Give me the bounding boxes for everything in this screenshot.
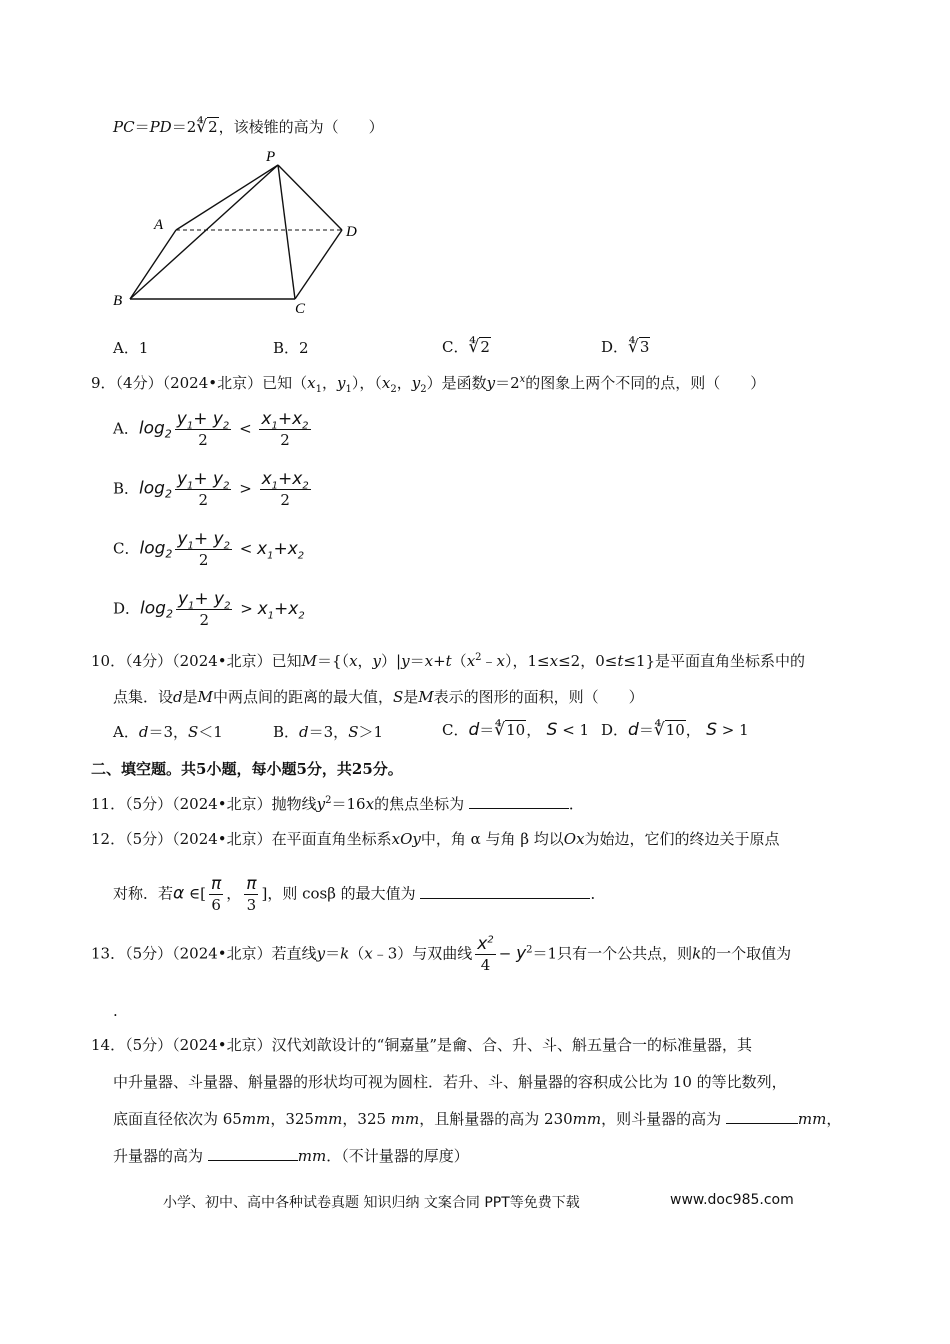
- q10-line2: 点集．设d是M中两点间的距离的最大值，S是M表示的图形的面积，则（ ）: [113, 688, 644, 706]
- q12-line1: 12．（5分）（2024•北京）在平面直角坐标系xOy中，角 α 与角 β 均以Ox为始边，它们的终边关于原点: [91, 830, 780, 848]
- q13-line2: .: [113, 1002, 118, 1020]
- label-C: C: [295, 301, 306, 317]
- q13-line1: 13．（5分）（2024•北京）若直线y＝k（x﹣3）与双曲线 $\frac{x^2}{4}$ − $y^2=1$只有一个公共点，则k的一个取值为: [91, 934, 792, 974]
- footer-link[interactable]: www.doc985.com: [670, 1192, 794, 1208]
- q10-option-a: A．d＝3，S＜1: [113, 723, 223, 741]
- label-P: P: [266, 149, 276, 165]
- q8-option-a: A．1: [113, 339, 149, 357]
- footer-text: 小学、初中、高中各种试卷真题 知识归纳 文案合同 PPT等免费下载: [163, 1195, 580, 1211]
- q10-option-b: B．d＝3，S＞1: [273, 723, 384, 741]
- q10-option-d: D．d＝∜10， S > 1: [601, 720, 749, 740]
- label-D: D: [346, 224, 357, 240]
- q8-option-c: C．∜2: [442, 337, 490, 357]
- q9-stem: 9．（4分）（2024•北京）已知（$x_1$，$y_1$），（$x_2$，$y_2$）是函数$y=2^x$的图象上两个不同的点，则（ ）: [91, 374, 766, 395]
- q9-option-d: D．$\log_2$ $\frac{y_1+ y_2}{2}$ > $x_1+x_2$: [113, 589, 305, 629]
- q10-line1: 10．（4分）（2024•北京）已知M＝{（x，$y)|y=x+t(x^2﹣x)$，1≤x≤2，0≤t≤1}是平面直角坐标系中的: [91, 652, 806, 670]
- q14-line4: 升量器的高为 mm．（不计量器的厚度）: [113, 1147, 469, 1165]
- q9-option-c: C．$\log_2$ $\frac{y_1+ y_2}{2}$ < $x_1+x_2$: [113, 529, 305, 569]
- q12-line2: 对称．若α ∈[ $\frac{\pi}{6}$ ， $\frac{\pi}{3}$ ]，则 cosβ 的最大值为 ．: [113, 874, 606, 914]
- pyramid-figure: [110, 145, 370, 320]
- q14-line2: 中升量器、斗量器、斛量器的形状均可视为圆柱．若升、斗、斛量器的容积成公比为 10 的等比数列，: [113, 1073, 787, 1091]
- q9-option-a: A．$\log_2$ $\frac{y_1+ y_2}{2}$ < $\frac{x_1+x_2}{2}$: [113, 409, 309, 449]
- q8-option-b: B．2: [273, 339, 309, 357]
- section-title: 二、填空题。共5小题，每小题5分，共25分。: [91, 760, 403, 778]
- label-A: A: [154, 217, 164, 233]
- label-B: B: [113, 293, 123, 309]
- q11: 11．（5分）（2024•北京）抛物线$y^2=16x$的焦点坐标为 ．: [91, 795, 584, 813]
- q14-line1: 14．（5分）（2024•北京）汉代刘歆设计的“铜嘉量”是龠、合、升、斗、斛五量合一的标准量器，其: [91, 1036, 752, 1054]
- q10-option-c: C．d＝∜10， S < 1: [442, 720, 590, 740]
- q9-option-b: B．$\log_2$ $\frac{y_1+ y_2}{2}$ > $\frac{x_1+x_2}{2}$: [113, 469, 309, 509]
- q8-option-d: D．∜3: [601, 337, 650, 357]
- q14-line3: 底面直径依次为 65mm，325mm，325 mm，且斛量器的高为 230mm，则斗量器的高为 mm，: [113, 1110, 842, 1128]
- q8-tail-line: PC＝PD＝2∜2，该棱锥的高为（ ）: [113, 117, 384, 137]
